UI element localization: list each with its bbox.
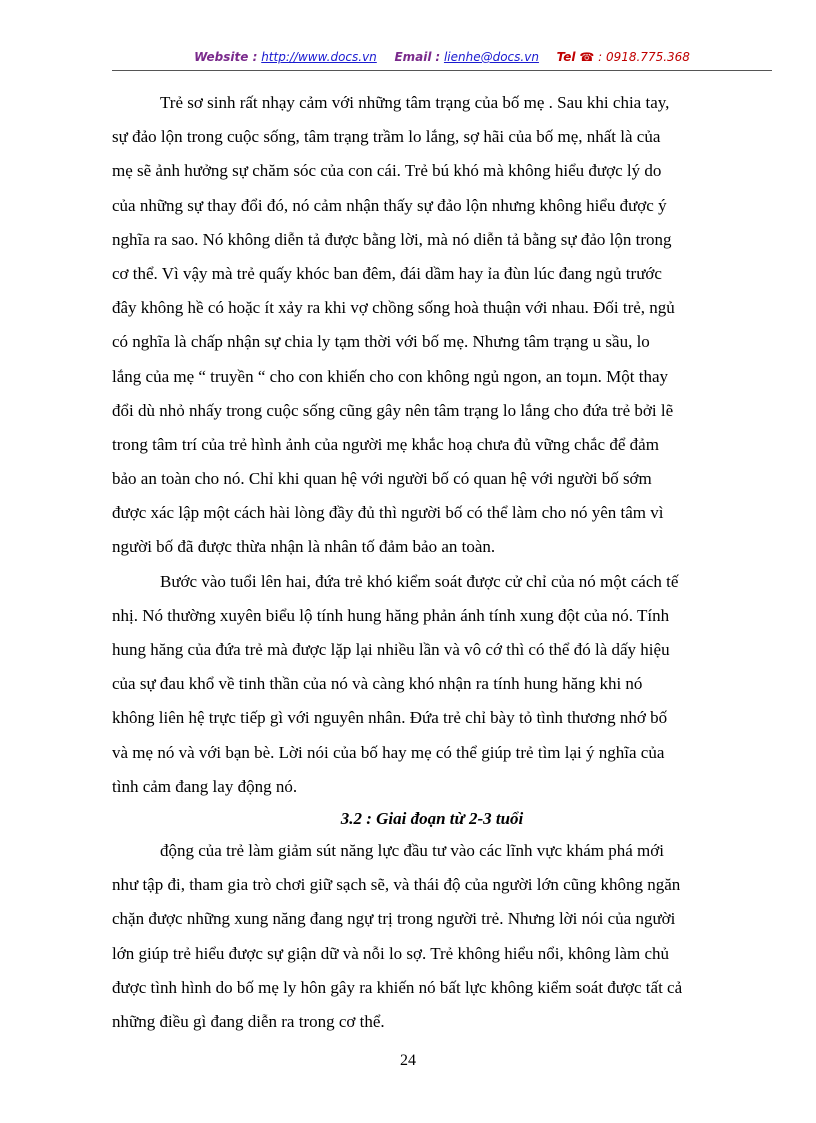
text-line: đây không hề có hoặc ít xảy ra khi vợ chồng sống hoà thuận với nhau. Đối trẻ, ngủ — [112, 298, 675, 318]
text-line: của những sự thay đổi đó, nó cảm nhận thấy sự đảo lộn nhưng không hiểu được ý — [112, 195, 667, 215]
text-line: có nghĩa là chấp nhận sự chia ly tạm thời với bố mẹ. Nhưng tâm trạng u sầu, lo — [112, 332, 650, 352]
paragraph-1 — [112, 86, 732, 565]
text-line: của sự đau khổ về tinh thần của nó và càng khó nhận ra tính hung hăng khi nó — [112, 674, 643, 694]
phone-number: : 0918.775.368 — [598, 50, 690, 64]
text-line: cơ thể. Vì vậy mà trẻ quấy khóc ban đêm, đái dầm hay ỉa đùn lúc đang ngủ trước — [112, 263, 662, 283]
document-body — [112, 86, 732, 1039]
tel-label: Tel — [556, 50, 576, 64]
text-line: lắng của mẹ “ truyền “ cho con khiến cho con không ngủ ngon, an toµn. Một thay — [112, 366, 669, 386]
text-line: những điều gì đang diễn ra trong cơ thể. — [112, 1011, 385, 1031]
email-link[interactable]: lienhe@docs.vn — [443, 50, 539, 64]
telephone-icon: ☎ — [579, 50, 595, 64]
text-line: chặn được những xung năng đang ngự trị trong người trẻ. Nhưng lời nói của người — [112, 909, 676, 929]
text-line: được xác lập một cách hài lòng đầy đủ thì người bố có thể làm cho nó yên tâm vì — [112, 503, 664, 523]
text-line: và mẹ nó và với bạn bè. Lời nói của bố hay mẹ có thể giúp trẻ tìm lại ý nghĩa của — [112, 742, 665, 762]
text-line: người bố đã được thừa nhận là nhân tố đảm bảo an toàn. — [112, 537, 496, 557]
text-line: nghĩa ra sao. Nó không diễn tả được bằng lời, mà nó diễn tả bằng sự đảo lộn trong — [112, 229, 672, 249]
website-label: Website : — [194, 50, 258, 64]
email-label: Email — [394, 50, 432, 64]
text-line: trong tâm trí của trẻ hình ảnh của người mẹ khắc hoạ chưa đủ vững chắc để đảm — [112, 434, 659, 454]
page-number: 24 — [400, 1052, 416, 1069]
page-header — [112, 50, 772, 64]
text-line: lớn giúp trẻ hiểu được sự giận dữ và nỗi lo sợ. Trẻ không hiểu nổi, không làm chủ — [112, 943, 670, 963]
paragraph-2 — [112, 565, 732, 804]
text-line: được tình hình do bố mẹ ly hôn gây ra khiến nó bất lực không kiểm soát được tất cả — [112, 977, 683, 997]
text-line: Bước vào tuổi lên hai, đứa trẻ khó kiểm soát được cử chỉ của nó một cách tế — [160, 571, 679, 591]
text-line: đổi dù nhỏ nhấy trong cuộc sống cũng gây nên tâm trạng lo lắng cho đứa trẻ bởi lẽ — [112, 400, 674, 420]
website-link[interactable]: http://www.docs.vn — [261, 50, 377, 64]
text-line: sự đảo lộn trong cuộc sống, tâm trạng trầm lo lắng, sợ hãi của bố mẹ, nhất là của — [112, 127, 661, 147]
text-line: mẹ sẽ ảnh hưởng sự chăm sóc của con cái. Trẻ bú khó mà không hiểu được lý do — [112, 161, 662, 181]
text-line: Trẻ sơ sinh rất nhạy cảm với những tâm trạng của bố mẹ . Sau khi chia tay, — [160, 93, 670, 112]
paragraph-3 — [112, 834, 732, 1039]
text-line: hung hăng của đứa trẻ mà được lặp lại nhiều lần và vô cớ thì có thể đó là dấy hiệu — [112, 640, 670, 659]
text-line: như tập đi, tham gia trò chơi giữ sạch sẽ, và thái độ của người lớn cũng không ngăn — [112, 875, 681, 895]
text-line: động của trẻ làm giảm sút năng lực đầu tư vào các lĩnh vực khám phá mới — [160, 840, 664, 860]
text-line: tình cảm đang lay động nó. — [112, 776, 298, 796]
section-heading: 3.2 : Giai đoạn từ 2-3 tuổi — [340, 808, 524, 828]
text-line: nhị. Nó thường xuyên biểu lộ tính hung hăng phản ánh tính xung đột của nó. Tính — [112, 605, 670, 625]
email-colon: : — [435, 50, 441, 64]
text-line: bảo an toàn cho nó. Chỉ khi quan hệ với người bố có quan hệ với người bố sớm — [112, 469, 652, 489]
text-line: không liên hệ trực tiếp gì với nguyên nhân. Đứa trẻ chỉ bày tỏ tình thương nhớ bố — [112, 708, 668, 728]
header-divider — [112, 70, 772, 71]
